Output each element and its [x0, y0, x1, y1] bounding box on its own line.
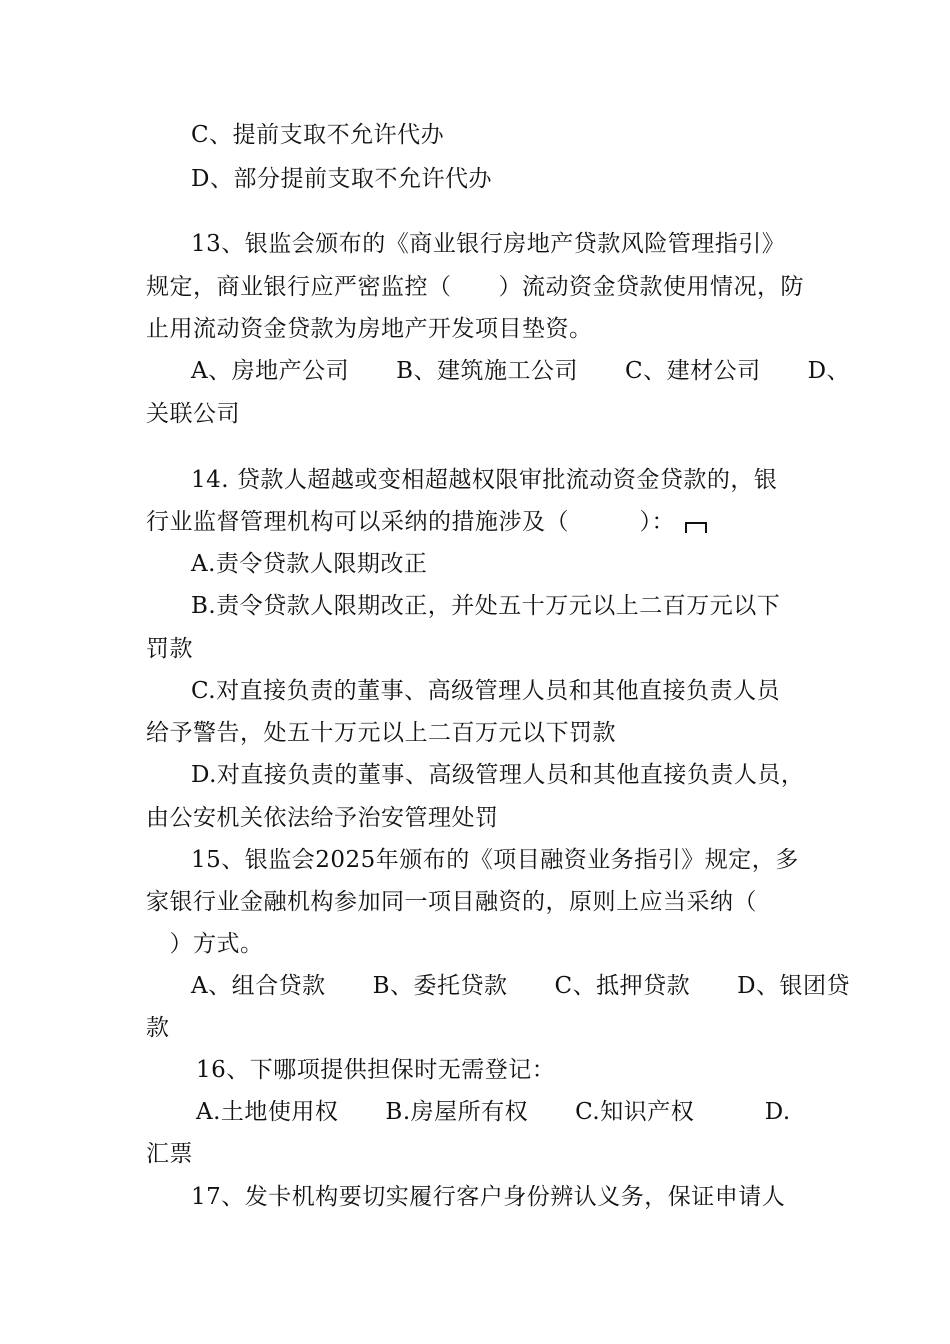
q16-options: A.土地使用权 B.房屋所有权 C.知识产权 D. [196, 1099, 791, 1125]
q14-stem-line1: 14. 贷款人超越或变相超越权限审批流动资金贷款的，银 [191, 467, 778, 493]
q15-options-wrap: 款 [146, 1015, 170, 1041]
q14-option-a: A.责令贷款人限期改正 [191, 551, 428, 577]
q13-stem-line1: 13、银监会颁布的《商业银行房地产贷款风险管理指引》 [191, 231, 786, 257]
q14-option-d-line2: 由公安机关依法给予治安管理处罚 [146, 805, 499, 831]
q14-option-b-line2: 罚款 [146, 636, 193, 662]
q15-stem-line3: ）方式。 [146, 931, 264, 957]
q16-options-wrap: 汇票 [146, 1141, 193, 1167]
q15-stem-line2: 家银行业金融机构参加同一项目融资的，原则上应当采纳（ [146, 889, 757, 915]
bracket-mark-icon [685, 522, 707, 533]
q14-option-c-line2: 给予警告，处五十万元以上二百万元以下罚款 [146, 720, 616, 746]
q13-options: A、房地产公司 B、建筑施工公司 C、建材公司 D、 [191, 358, 851, 384]
q13-stem-line2: 规定，商业银行应严密监控（ ）流动资金贷款使用情况，防 [146, 274, 804, 300]
q14-stem-line2: 行业监督管理机构可以采纳的措施涉及（ ）： [146, 509, 675, 535]
q12-option-c: C、提前支取不允许代办 [191, 122, 445, 148]
q13-options-wrap: 关联公司 [146, 401, 240, 427]
q13-stem-line3: 止用流动资金贷款为房地产开发项目垫资。 [146, 316, 593, 342]
q14-option-c-line1: C.对直接负责的董事、高级管理人员和其他直接负责人员 [191, 678, 781, 704]
q17-stem-line1: 17、发卡机构要切实履行客户身份辨认义务，保证申请人 [191, 1184, 786, 1210]
q16-stem: 16、下哪项提供担保时无需登记： [196, 1057, 556, 1083]
q14-option-d-line1: D.对直接负责的董事、高级管理人员和其他直接负责人员， [191, 762, 805, 788]
q15-options: A、组合贷款 B、委托贷款 C、抵押贷款 D、银团贷 [191, 973, 851, 999]
q12-option-d: D、部分提前支取不允许代办 [191, 166, 492, 192]
q15-stem-line1: 15、银监会2025年颁布的《项目融资业务指引》规定，多 [191, 847, 799, 873]
q14-stem-line2-wrap [146, 507, 707, 537]
q14-option-b-line1: B.责令贷款人限期改正，并处五十万元以上二百万元以下 [191, 593, 781, 619]
